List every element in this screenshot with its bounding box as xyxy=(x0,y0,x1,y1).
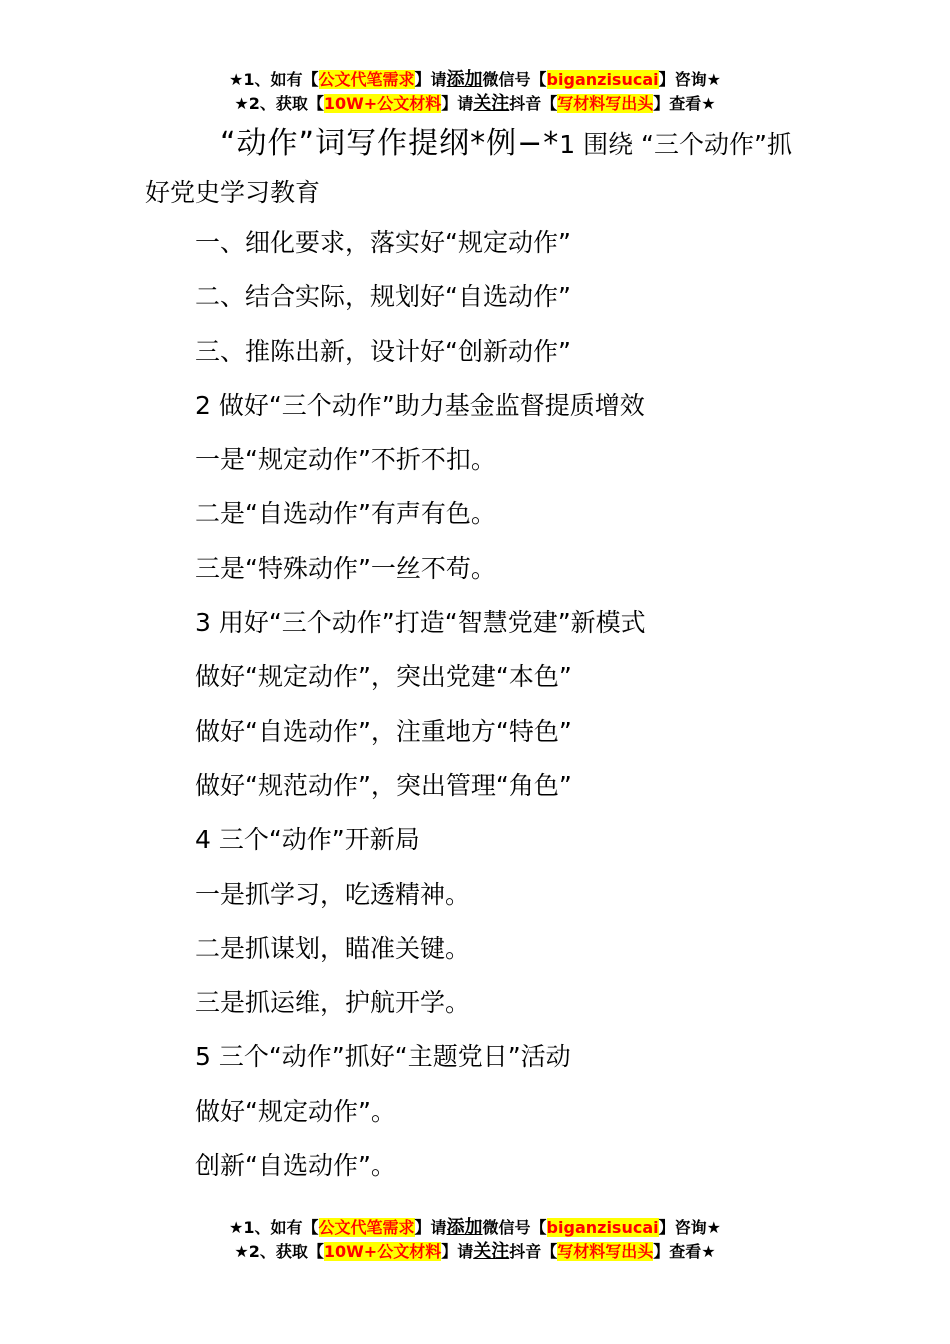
title-rest: 1 围绕 “三个动作”抓好党史学习教育 xyxy=(145,130,792,207)
banner-line-1 xyxy=(0,1216,950,1240)
banner-text: ★2、获取【 xyxy=(234,1242,324,1261)
body-line: 一、细化要求，落实好“规定动作” xyxy=(195,228,571,257)
banner-text: ★2、获取【 xyxy=(234,94,324,113)
document-body xyxy=(195,220,845,1197)
banner-text: 】咨询★ xyxy=(658,1218,721,1237)
banner-text: 】请 xyxy=(414,70,447,89)
banner-highlight: 公文代笔需求 xyxy=(318,70,415,89)
banner-text: 抖音【 xyxy=(509,1242,558,1261)
body-line: 做好“规定动作”。 xyxy=(195,1096,396,1126)
body-line: 二是“自选动作”有声有色。 xyxy=(195,499,496,529)
banner-text: 】查看★ xyxy=(653,1242,716,1261)
banner-highlight: biganzisucai xyxy=(546,70,659,89)
document-title xyxy=(145,120,815,217)
banner-emphasis: 添加 xyxy=(446,1217,483,1238)
body-line: 一是抓学习，吃透精神。 xyxy=(195,879,471,909)
banner-highlight: 公文代笔需求 xyxy=(318,1218,415,1237)
banner-text: 】请 xyxy=(441,94,474,113)
banner-emphasis: 关注 xyxy=(473,1241,510,1262)
banner-text: ★1、如有【 xyxy=(229,70,319,89)
banner-emphasis: 添加 xyxy=(446,69,483,90)
banner-text: 】查看★ xyxy=(653,94,716,113)
body-line: 做好“自选动作”，注重地方“特色” xyxy=(195,716,572,746)
banner-text: 微信号【 xyxy=(482,70,547,89)
body-line: 创新“自选动作”。 xyxy=(195,1151,396,1181)
banner-text: 抖音【 xyxy=(509,94,558,113)
body-line: 2 做好“三个动作”助力基金监督提质增效 xyxy=(195,390,645,420)
body-line: 三是抓运维，护航开学。 xyxy=(195,988,471,1018)
body-line: 3 用好“三个动作”打造“智慧党建”新模式 xyxy=(195,608,646,638)
banner-highlight: 10W+公文材料 xyxy=(323,94,442,113)
body-line: 三、推陈出新，设计好“创新动作” xyxy=(195,336,571,366)
body-line: 做好“规范动作”，突出管理“角色” xyxy=(195,770,572,800)
banner-highlight: biganzisucai xyxy=(546,1218,659,1237)
bottom-banner xyxy=(0,1216,950,1264)
body-line: 一是“规定动作”不折不扣。 xyxy=(195,445,496,475)
body-line: 做好“规定动作”，突出党建“本色” xyxy=(195,662,572,692)
banner-highlight: 10W+公文材料 xyxy=(323,1242,442,1261)
banner-line-2 xyxy=(0,92,950,116)
banner-text: 】请 xyxy=(414,1218,447,1237)
body-line: 二、结合实际，规划好“自选动作” xyxy=(195,282,571,312)
title-main: “动作”词写作提纲*例−* xyxy=(220,126,560,161)
body-line: 三是“特殊动作”一丝不苟。 xyxy=(195,553,496,583)
body-line: 4 三个“动作”开新局 xyxy=(195,825,420,855)
banner-text: 微信号【 xyxy=(482,1218,547,1237)
banner-text: 】请 xyxy=(441,1242,474,1261)
body-line: 5 三个“动作”抓好“主题党日”活动 xyxy=(195,1042,571,1072)
banner-text: 】咨询★ xyxy=(658,70,721,89)
banner-line-1 xyxy=(0,68,950,92)
top-banner xyxy=(0,68,950,116)
banner-highlight: 写材料写出头 xyxy=(557,1242,654,1261)
banner-text: ★1、如有【 xyxy=(229,1218,319,1237)
body-line: 二是抓谋划，瞄准关键。 xyxy=(195,933,471,963)
banner-line-2 xyxy=(0,1240,950,1264)
banner-highlight: 写材料写出头 xyxy=(557,94,654,113)
banner-emphasis: 关注 xyxy=(473,93,510,114)
